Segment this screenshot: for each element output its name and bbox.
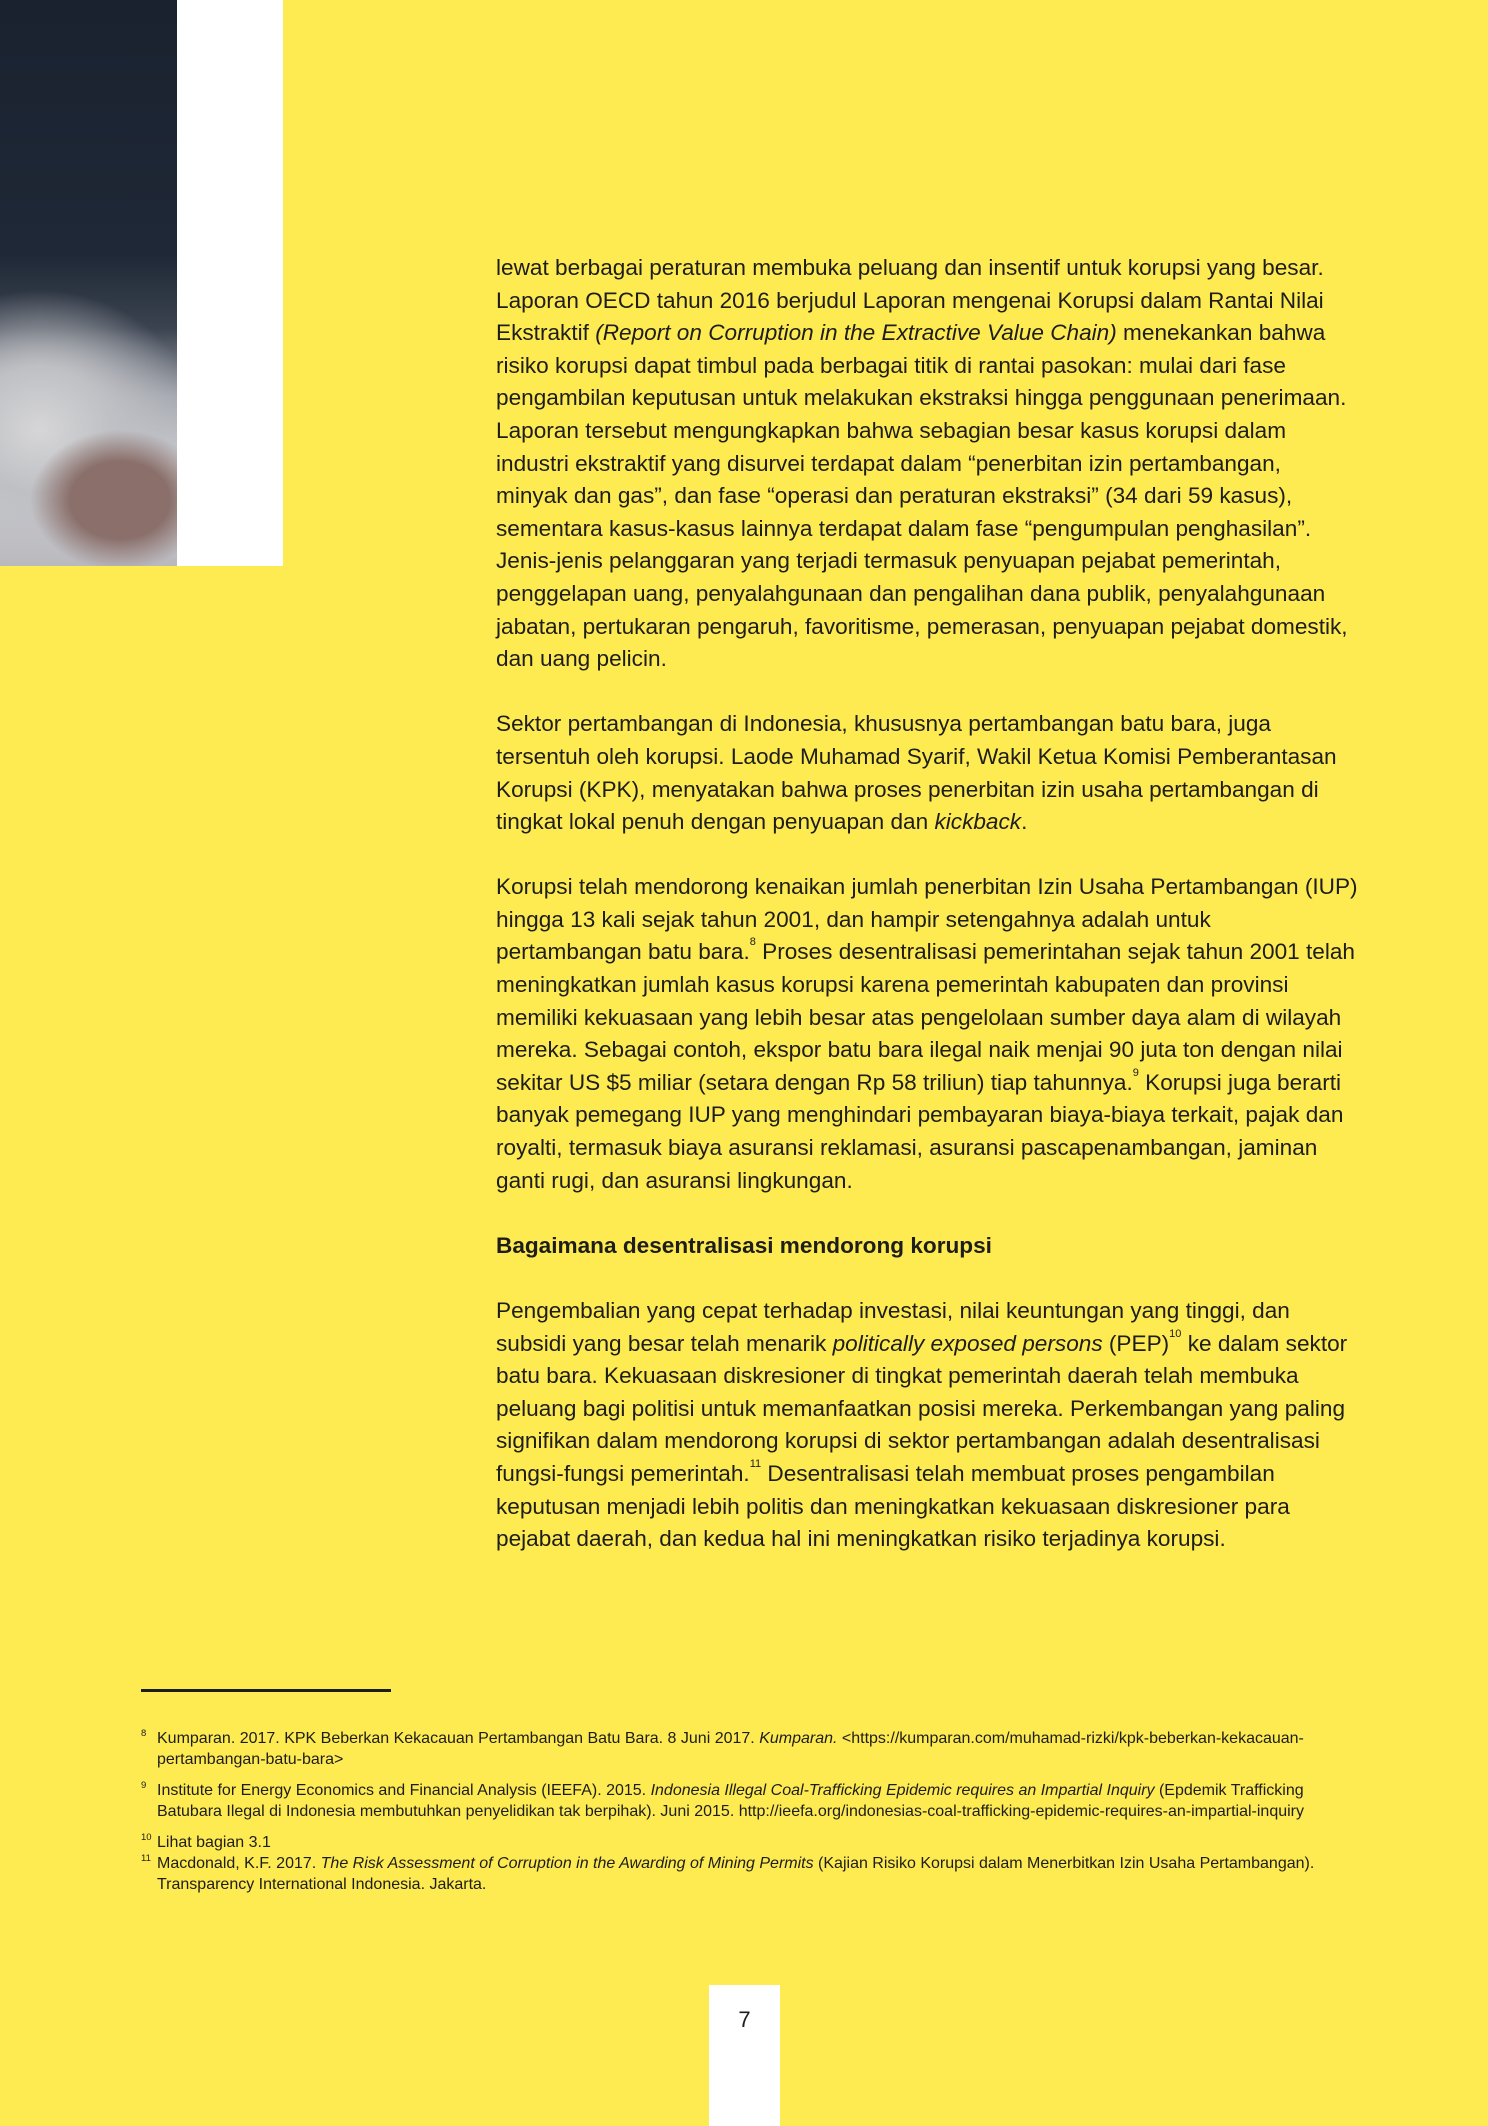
page-number-box [709, 1985, 780, 2126]
photo-frame [177, 0, 283, 566]
section-heading: Bagaimana desentralisasi mendorong korupsi [496, 1232, 992, 1258]
paragraph-4-text: Pengembalian yang cepat terhadap investasi, nilai keuntungan yang tinggi, dan subsidi yang besar telah menarik [496, 1298, 1290, 1356]
footnote-divider [141, 1689, 391, 1692]
footnote-ref-8[interactable]: 8 [749, 936, 756, 949]
paragraph-3 [496, 871, 1358, 1197]
paragraph-3-text: Korupsi telah mendorong kenaikan jumlah penerbitan Izin Usaha Pertambangan (IUP) hingga 13 kali sejak tahun 2001, dan hampir setengahnya adalah untuk pertambangan batu bara. [496, 874, 1358, 965]
paragraph-4-text-4: Desentralisasi telah membuat proses pengambilan keputusan menjadi lebih politis dan meningkatkan kekuasaan diskresioner para pejabat daerah, dan kedua hal ini meningkatkan risiko terjadinya korupsi. [496, 1460, 1290, 1552]
footnote-text: Lihat bagian 3.1 [157, 1834, 271, 1851]
footnote-9 [141, 1780, 1351, 1822]
footnote-text: Macdonald, K.F. 2017. [157, 1855, 321, 1872]
paragraph-3-text-2: Proses desentralisasi pemerintahan sejak tahun 2001 telah meningkatkan jumlah kasus korupsi karena pemerintah kabupaten dan provinsi memiliki kekuasaan yang lebih besar atas pengelolaan sumber daya alam di wilayah mereka. Sebagai contoh, ekspor batu bara ilegal naik menjai 90 juta ton dengan nilai sekitar US $5 miliar (setara dengan Rp 58 triliun) tiap tahunnya. [496, 939, 1355, 1095]
cover-photo [0, 0, 177, 566]
paragraph-4-text-2: (PEP) [1102, 1330, 1170, 1356]
footnote-italic: Indonesia Illegal Coal-Trafficking Epidemic requires an Impartial Inquiry [650, 1782, 1155, 1799]
paragraph-2-text-2: . [1021, 809, 1028, 835]
paragraph-3-text-3: Korupsi juga berarti banyak pemegang IUP yang menghindari pembayaran biaya-biaya terkait, pajak dan royalti, termasuk biaya asuransi reklamasi, asuransi pascapenambangan, jaminan ganti rugi, dan asuransi lingkungan. [496, 1069, 1344, 1193]
paragraph-2-italic: kickback [934, 809, 1022, 835]
footnotes [141, 1728, 1351, 1905]
paragraph-1 [496, 252, 1358, 676]
footnote-number: 10 [141, 1832, 152, 1843]
footnote-italic: Kumparan. [759, 1730, 838, 1747]
footnote-italic: The Risk Assessment of Corruption in the Awarding of Mining Permits [320, 1855, 814, 1872]
paragraph-1-text-2: menekankan bahwa risiko korupsi dapat timbul pada berbagai titik di rantai pasokan: mulai dari fase pengambilan keputusan untuk melakukan ekstraksi hingga penggunaan penerimaan. Laporan tersebut mengungkapkan bahwa sebagian besar kasus korupsi dalam industri ekstraktif yang disurvei terdapat dalam “penerbitan izin pertambangan, minyak dan gas”, dan fase “operasi dan peraturan ekstraksi” (34 dari 59 kasus), sementara kasus-kasus lainnya terdapat dalam fase “pengumpulan penghasilan”. Jenis-jenis pelanggaran yang terjadi termasuk penyuapan pejabat pemerintah, penggelapan uang, penyalahgunaan dan pengalihan dana publik, penyalahgunaan jabatan, pertukaran pengaruh, favoritisme, pemerasan, penyuapan pejabat domestik, dan uang pelicin. [496, 320, 1348, 672]
footnote-number: 11 [141, 1853, 151, 1864]
footnote-ref-10[interactable]: 10 [1169, 1327, 1182, 1340]
paragraph-2 [496, 708, 1358, 838]
footnote-8 [141, 1728, 1351, 1770]
footnote-10 [141, 1832, 1351, 1853]
footnote-number: 8 [141, 1728, 147, 1739]
paragraph-4-text-3: ke dalam sektor batu bara. Kekuasaan diskresioner di tingkat pemerintah daerah telah membuka peluang bagi politisi untuk memanfaatkan posisi mereka. Perkembangan yang paling signifikan dalam mendorong korupsi di sektor pertambangan adalah desentralisasi fungsi-fungsi pemerintah. [496, 1330, 1348, 1486]
footnote-11 [141, 1853, 1351, 1895]
footnote-text: Kumparan. 2017. KPK Beberkan Kekacauan Pertambangan Batu Bara. 8 Juni 2017. [157, 1730, 760, 1747]
paragraph-4 [496, 1295, 1358, 1556]
main-text [496, 252, 1358, 1588]
paragraph-1-italic: (Report on Corruption in the Extractive Value Chain) [595, 320, 1117, 346]
paragraph-1-text: lewat berbagai peraturan membuka peluang dan insentif untuk korupsi yang besar. Laporan OECD tahun 2016 berjudul Laporan mengenai Korupsi dalam Rantai Nilai Ekstraktif [496, 255, 1324, 346]
footnote-text: Institute for Energy Economics and Financial Analysis (IEEFA). 2015. [157, 1782, 651, 1799]
footnote-ref-9[interactable]: 9 [1132, 1066, 1139, 1079]
page-number: 7 [738, 2007, 751, 2032]
footnote-text-2: (Kajian Risiko Korupsi dalam Menerbitkan Izin Usaha Pertambangan). Transparency International Indonesia. Jakarta. [157, 1855, 1315, 1893]
footnote-link[interactable]: (Epdemik Trafficking Batubara Ilegal di Indonesia membutuhkan penyelidikan tak berpihak). Juni 2015. http://ieefa.org/indonesias-coal-trafficking-epidemic-requires-an-impartial-inquiry [157, 1782, 1304, 1820]
paragraph-2-text: Sektor pertambangan di Indonesia, khususnya pertambangan batu bara, juga tersentuh oleh korupsi. Laode Muhamad Syarif, Wakil Ketua Komisi Pemberantasan Korupsi (KPK), menyatakan bahwa proses penerbitan izin usaha pertambangan di tingkat lokal penuh dengan penyuapan dan [496, 711, 1337, 835]
paragraph-4-italic: politically exposed persons [832, 1330, 1103, 1356]
footnote-ref-11[interactable]: 11 [749, 1457, 762, 1470]
footnote-link[interactable]: <https://kumparan.com/muhamad-rizki/kpk-beberkan-kekacauan-pertambangan-batu-bara> [157, 1730, 1304, 1768]
footnote-number: 9 [141, 1780, 147, 1791]
